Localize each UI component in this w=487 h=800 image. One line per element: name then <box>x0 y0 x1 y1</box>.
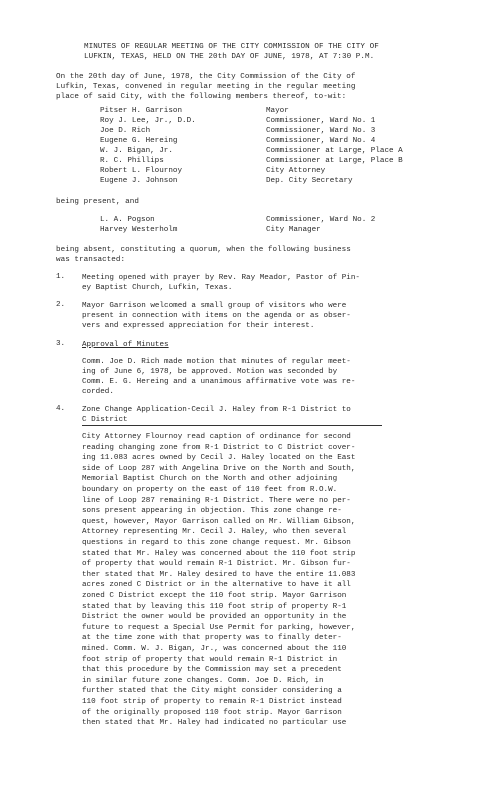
item-number: 1. <box>56 273 66 281</box>
member-name: L. A. Pogson <box>100 216 155 224</box>
item-line: foot strip of property that would remain R-1 District in <box>82 655 338 664</box>
item-number: 4. <box>56 405 66 413</box>
item-title: Zone Change Application-Cecil J. Haley from R-1 District to <box>82 406 351 414</box>
item-line: Comm. Joe D. Rich made motion that minutes of regular meet- <box>82 358 351 366</box>
item-line: acres zoned C District or in the alternative to have it all <box>82 581 351 590</box>
item-line: ther stated that Mr. Haley desired to have the entire 11.083 <box>82 570 356 579</box>
item-title: Approval of Minutes <box>82 341 169 349</box>
item-line: Mayor Garrison welcomed a small group of visitors who were <box>82 302 347 310</box>
item-line: boundary on property on the east of 110 feet from R.O.W. <box>82 486 338 494</box>
item-line: Attorney representing Mr. Cecil J. Haley, who then several <box>82 528 347 537</box>
member-name: Eugene J. Johnson <box>100 177 178 185</box>
item-line: of property that would remain R-1 District. Mr. Gibson fur- <box>82 560 351 569</box>
quorum-line-1: being absent, constituting a quorum, when the following business <box>56 246 351 254</box>
item-title-continued: C District <box>82 416 128 424</box>
item-line: further stated that the City might consider considering a <box>82 687 342 696</box>
member-name: Harvey Westerholm <box>100 226 178 234</box>
member-title: Commissioner, Ward No. 3 <box>266 127 376 135</box>
item-line: future to request a Special Use Permit for parking, however, <box>82 623 356 632</box>
member-title: Mayor <box>266 107 289 115</box>
item-line: stated that Mr. Haley was concerned about the 110 foot strip <box>82 549 356 558</box>
member-title: Dep. City Secretary <box>266 177 353 185</box>
item-line: at the time zone with that property was to finally deter- <box>82 634 342 643</box>
item-line: mined. Comm. W. J. Bigan, Jr., was concerned about the 110 <box>82 645 347 653</box>
quorum-line-2: was transacted: <box>56 256 126 264</box>
intro-line-2: Lufkin, Texas, convened in regular meeting in the regular meeting <box>56 83 356 91</box>
member-title: Commissioner at Large, Place B <box>266 157 403 165</box>
item-line: Comm. E. G. Hereing and a unanimous affirmative vote was re- <box>82 378 356 386</box>
heading-line-2: LUFKIN, TEXAS, HELD ON THE 20th DAY OF JUNE, 1978, AT 7:30 P.M. <box>84 53 375 61</box>
item-line: reading changing zone from R-1 District to C District cover- <box>82 443 356 452</box>
item-line: Meeting opened with prayer by Rev. Ray Meador, Pastor of Pin- <box>82 274 360 282</box>
member-name: R. C. Phillips <box>100 157 164 165</box>
item-line: City Attorney Flournoy read caption of ordinance for second <box>82 433 351 441</box>
item-line: that this procedure by the Commission may set a precedent <box>82 666 342 675</box>
absent-label: being present, and <box>56 198 139 206</box>
item-line: in similar future zone changes. Comm. Joe D. Rich, in <box>82 676 324 685</box>
member-title: City Attorney <box>266 167 326 175</box>
item-line: corded. <box>82 388 114 396</box>
item-line: 110 foot strip of property to remain R-1 District instead <box>82 698 342 706</box>
member-title: Commissioner, Ward No. 4 <box>266 137 376 145</box>
member-name: Eugene G. Hereing <box>100 137 178 145</box>
item-line: line of Loop 287 remaining R-1 District. There were no per- <box>82 496 351 505</box>
item-line: present in connection with items on the agenda or as obser- <box>82 312 351 320</box>
member-name: Pitser H. Garrison <box>100 107 183 115</box>
item-line: stated that by leaving this 110 foot strip of property R-1 <box>82 602 347 611</box>
member-name: Robert L. Flournoy <box>100 167 183 175</box>
member-title: Commissioner at Large, Place A <box>266 147 403 155</box>
title-underline <box>82 425 382 426</box>
item-line: District the owner would be provided an opportunity in the <box>82 613 347 622</box>
item-number: 3. <box>56 340 66 348</box>
item-line: vers and expressed appreciation for their interest. <box>82 322 315 330</box>
item-line: quest, however, Mayor Garrison called on Mr. William Gibson, <box>82 517 356 526</box>
intro-line-3: place of said City, with the following members thereof, to-wit: <box>56 93 347 101</box>
member-name: Roy J. Lee, Jr., D.D. <box>100 117 196 125</box>
item-line: Memorial Baptist Church on the North and other adjoining <box>82 475 338 484</box>
member-name: W. J. Bigan, Jr. <box>100 147 173 155</box>
member-title: City Manager <box>266 226 321 234</box>
member-title: Commissioner, Ward No. 1 <box>266 117 376 125</box>
item-line: questions in regard to this zone change request. Mr. Gibson <box>82 539 351 547</box>
item-line: sons present appearing in objection. This zone change re- <box>82 507 342 516</box>
member-title: Commissioner, Ward No. 2 <box>266 216 376 224</box>
item-line: side of Loop 287 with Angelina Drive on the North and South, <box>82 464 356 473</box>
item-line: ey Baptist Church, Lufkin, Texas. <box>82 284 233 292</box>
item-line: ing of June 6, 1978, be approved. Motion was seconded by <box>82 368 338 376</box>
item-line: zoned C District except the 110 foot strip. Mayor Garrison <box>82 592 347 600</box>
member-name: Joe D. Rich <box>100 127 151 135</box>
heading-line-1: MINUTES OF REGULAR MEETING OF THE CITY COMMISSION OF THE CITY OF <box>84 43 379 51</box>
item-line: then stated that Mr. Haley had indicated no particular use <box>82 719 347 728</box>
item-line: ing 11.083 acres owned by Cecil J. Haley located on the East <box>82 454 356 463</box>
intro-line-1: On the 20th day of June, 1978, the City Commission of the City of <box>56 73 356 81</box>
item-number: 2. <box>56 301 66 309</box>
item-line: of the originally proposed 110 foot strip. Mayor Garrison <box>82 708 342 717</box>
